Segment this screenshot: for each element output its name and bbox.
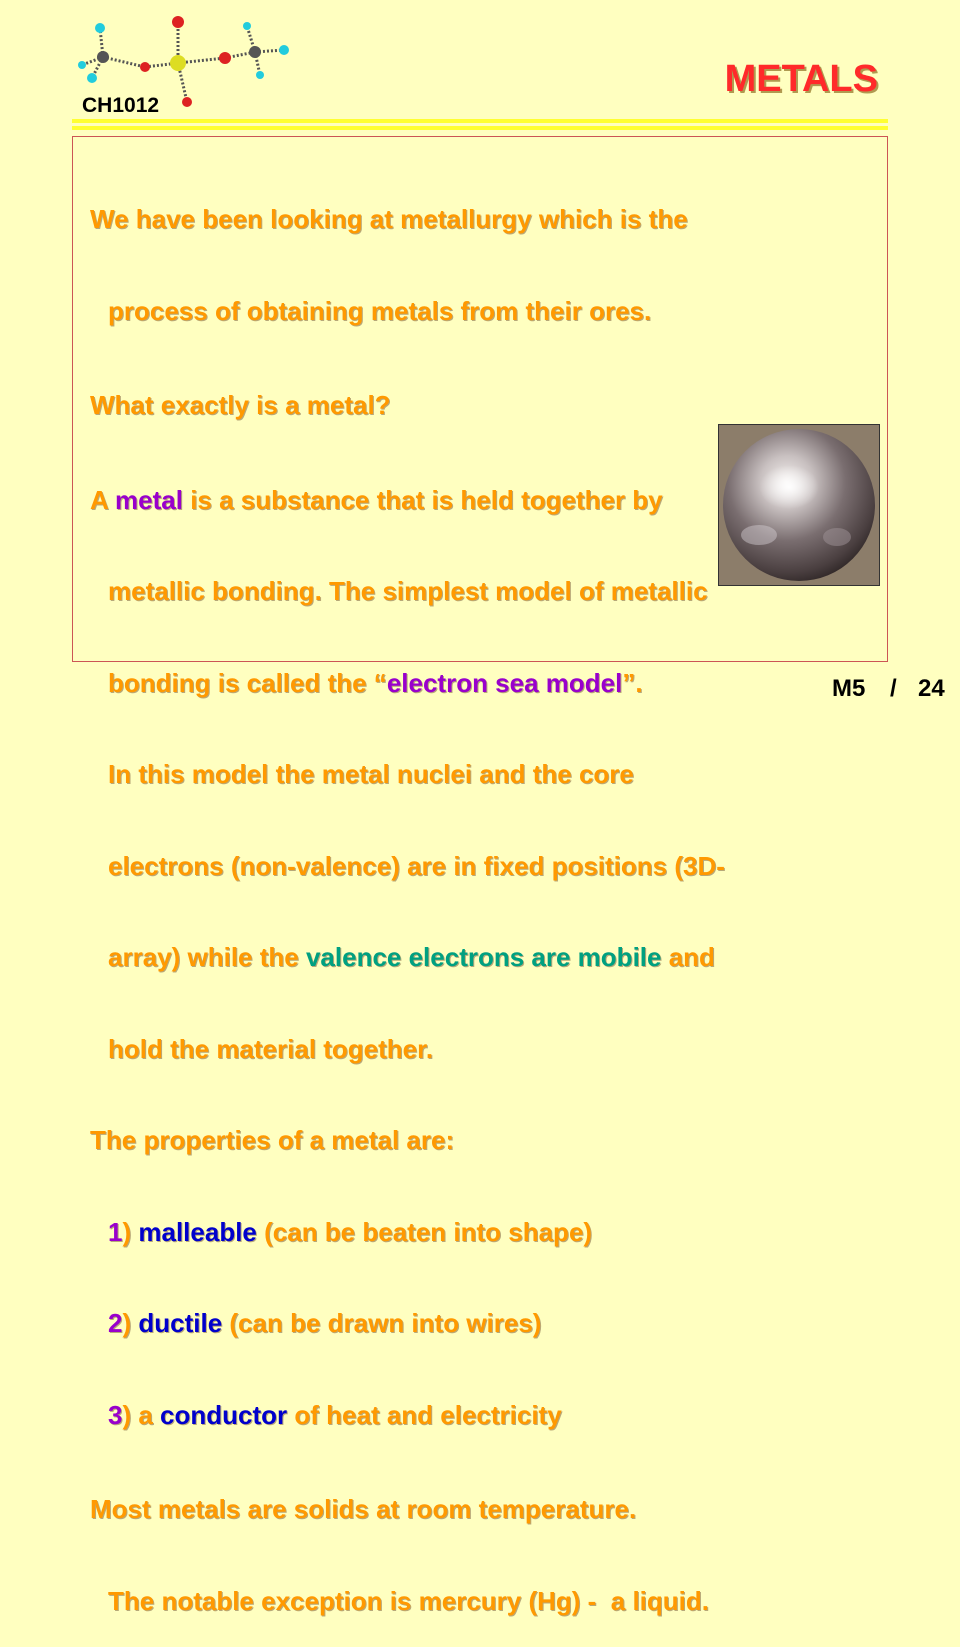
page-number: 24 bbox=[918, 675, 945, 702]
text-run: of heat and electricity bbox=[287, 1399, 562, 1430]
body-line bbox=[90, 668, 725, 699]
text-run: (can be beaten into shape) bbox=[256, 1216, 593, 1247]
text-run: ) a bbox=[122, 1399, 161, 1430]
term-malleable: malleable bbox=[138, 1216, 257, 1247]
slide-body bbox=[90, 143, 725, 1647]
text-run: and bbox=[661, 942, 715, 972]
term-ductile: ductile bbox=[138, 1308, 223, 1338]
body-line: We have been looking at metallurgy which is the bbox=[90, 204, 688, 234]
body-line bbox=[90, 942, 725, 973]
header-rule-bottom bbox=[72, 126, 888, 130]
text-run: array) while the bbox=[108, 942, 306, 972]
mercury-sphere-icon bbox=[719, 425, 879, 585]
mercury-sphere-image bbox=[718, 424, 880, 586]
text-run: ) bbox=[122, 1308, 132, 1338]
property-item bbox=[90, 1400, 725, 1431]
body-line: The properties of a metal are: bbox=[90, 1125, 455, 1155]
term-metal: metal bbox=[115, 484, 183, 515]
body-line: What exactly is a metal? bbox=[90, 390, 391, 420]
body-line: hold the material together. bbox=[108, 1033, 434, 1064]
term-electron-sea-model: electron sea model bbox=[386, 667, 623, 698]
text-run: ”. bbox=[622, 667, 643, 698]
text-run: (can be drawn into wires) bbox=[222, 1308, 542, 1338]
page-separator: / bbox=[890, 675, 897, 702]
property-item bbox=[90, 1217, 725, 1248]
property-number: 3 bbox=[108, 1399, 123, 1430]
property-item bbox=[90, 1308, 725, 1339]
slide-title: METALS bbox=[724, 58, 878, 100]
text-run: bonding is called the “ bbox=[108, 667, 387, 698]
body-line: process of obtaining metals from their ores. bbox=[108, 295, 652, 326]
term-conductor: conductor bbox=[160, 1399, 288, 1430]
term-valence-electrons: valence electrons are mobile bbox=[305, 942, 662, 972]
body-line: The notable exception is mercury (Hg) - a liquid. bbox=[108, 1585, 709, 1616]
text-run: is a substance that is held together by bbox=[182, 484, 663, 515]
text-run: A bbox=[90, 484, 116, 515]
text-run: ) bbox=[122, 1216, 132, 1247]
body-line: metallic bonding. The simplest model of metallic bbox=[108, 576, 708, 606]
header-rule-top bbox=[72, 119, 888, 123]
property-number: 2 bbox=[108, 1308, 123, 1338]
property-number: 1 bbox=[108, 1216, 123, 1247]
body-line: In this model the metal nuclei and the core bbox=[108, 759, 634, 789]
module-label: M5 bbox=[832, 675, 866, 702]
body-line bbox=[90, 485, 725, 516]
body-line: Most metals are solids at room temperature. bbox=[90, 1494, 637, 1524]
course-code: CH1012 bbox=[82, 94, 160, 117]
body-line: electrons (non-valence) are in fixed positions (3D- bbox=[108, 850, 725, 881]
